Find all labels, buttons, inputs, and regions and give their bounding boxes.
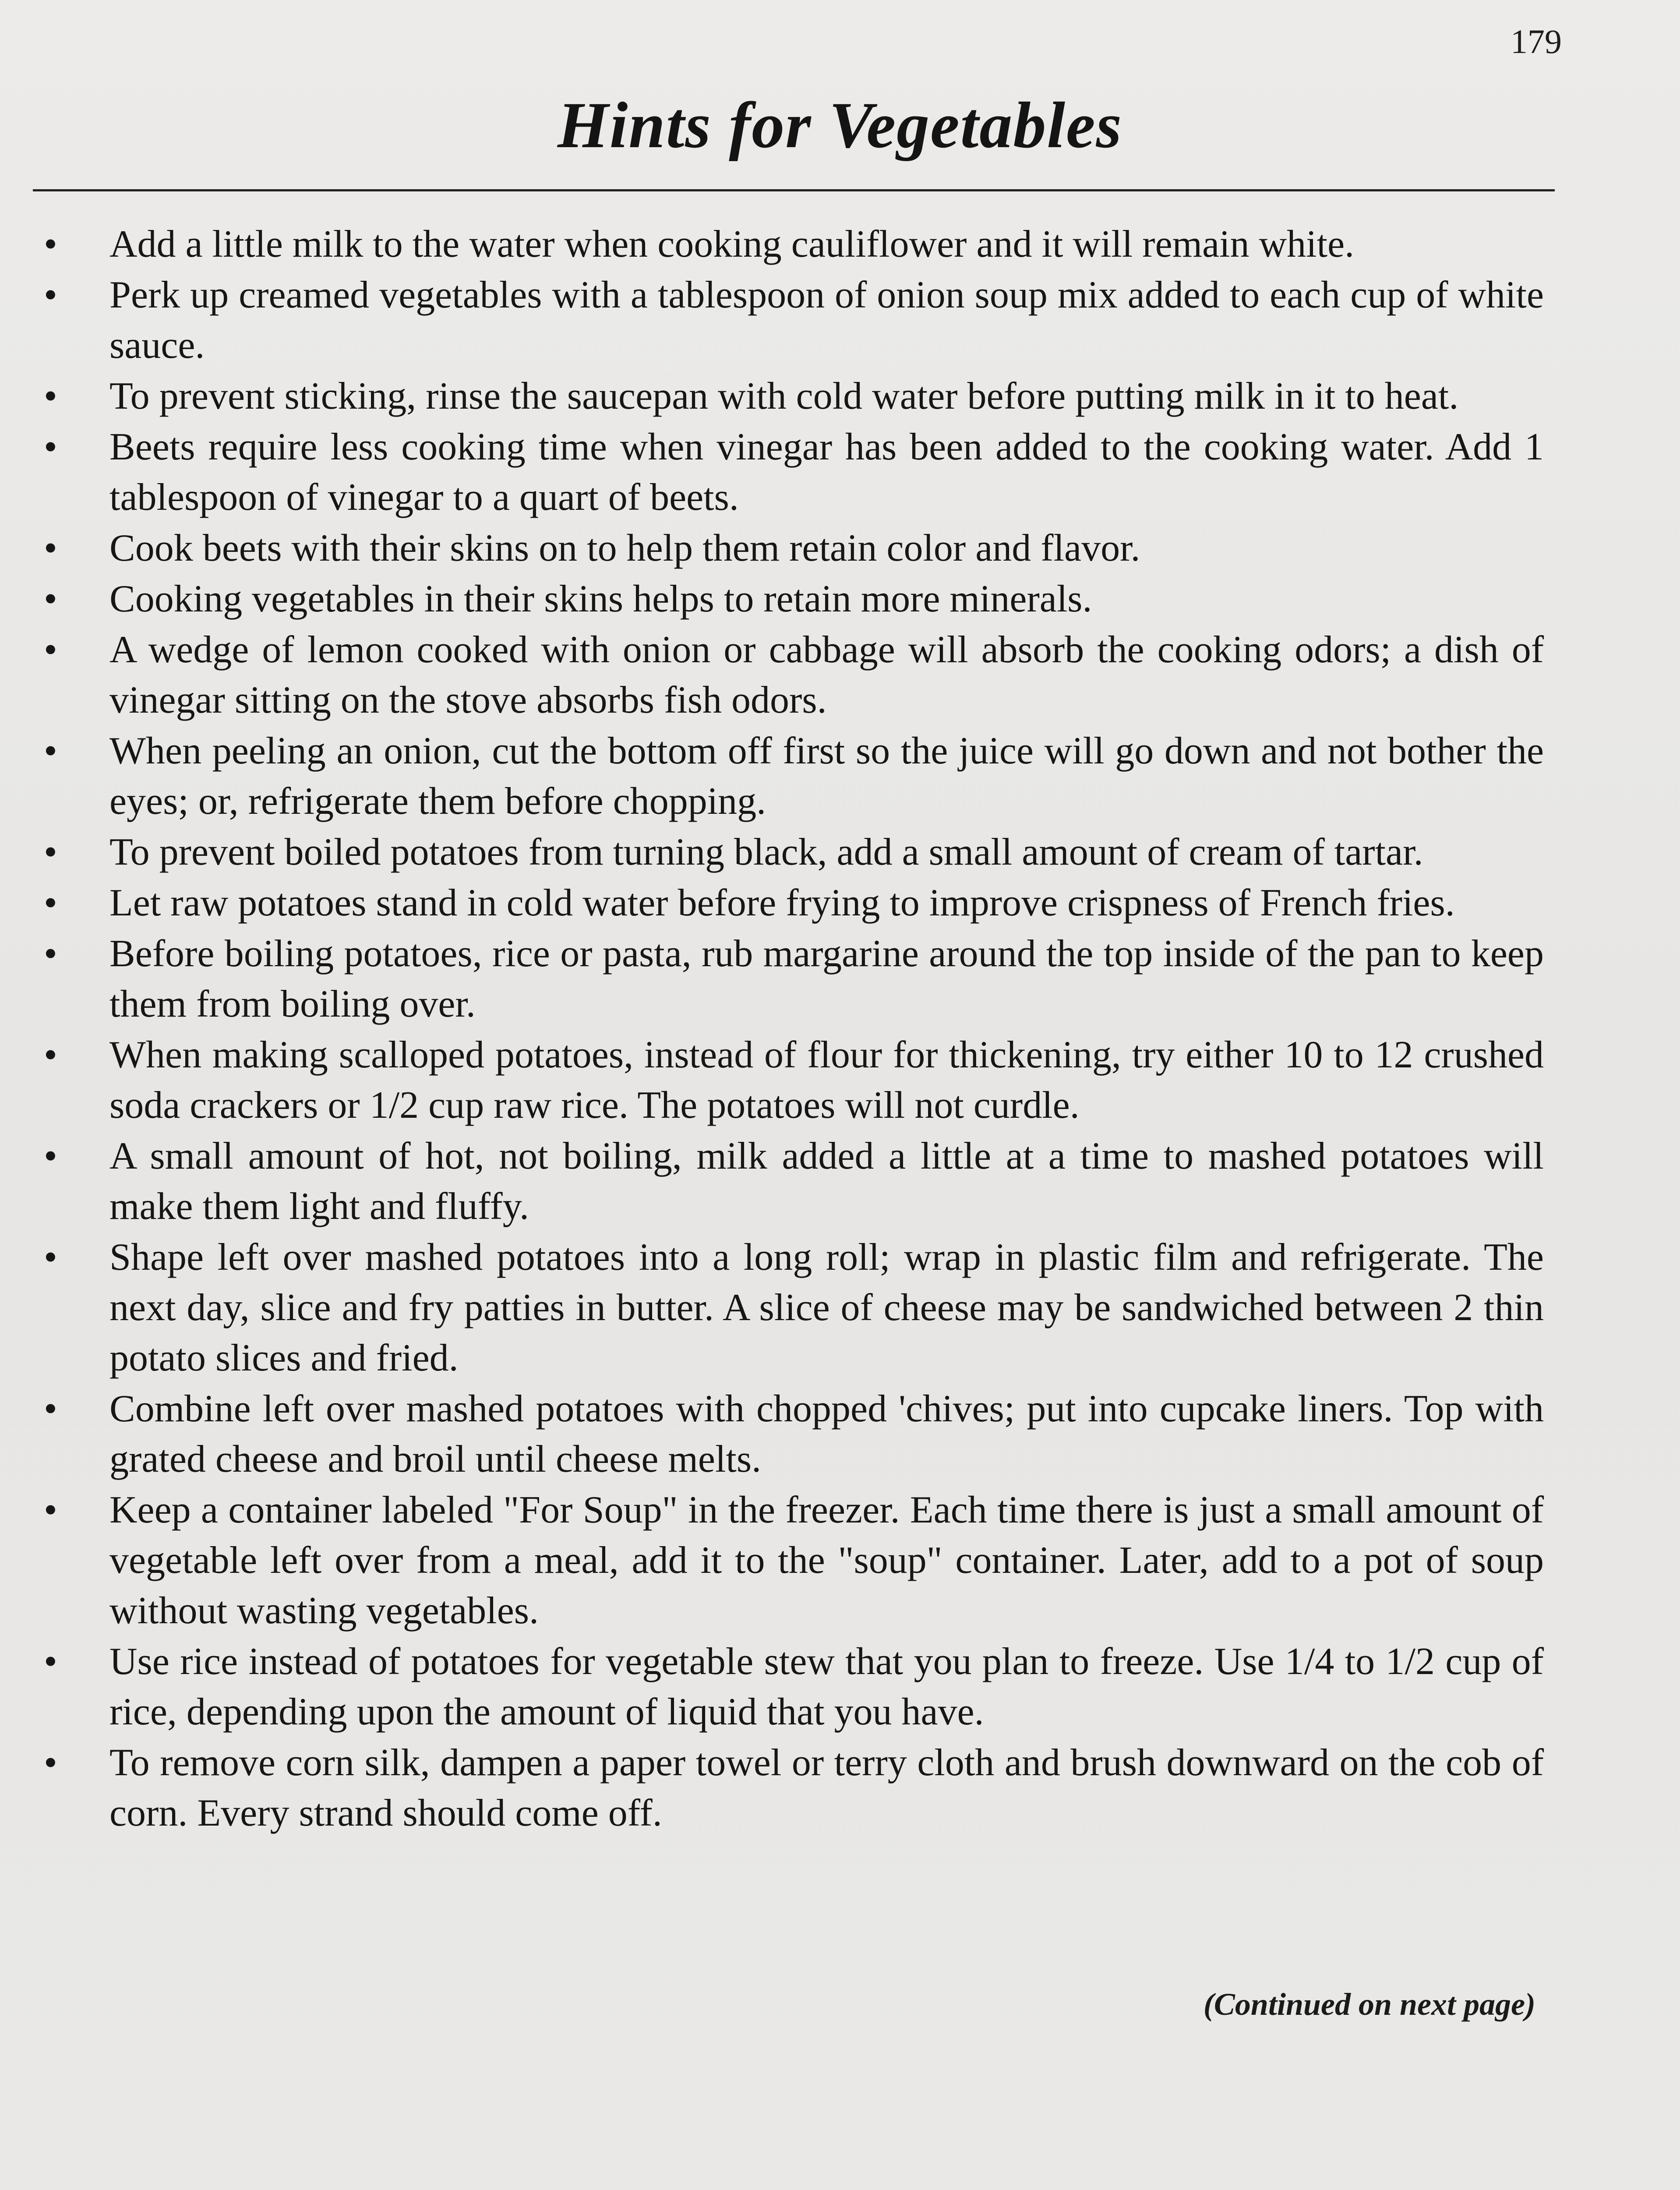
hint-item xyxy=(0,1636,1544,1737)
bullet-icon: • xyxy=(44,274,57,316)
hint-item xyxy=(0,1738,1544,1838)
hint-item xyxy=(0,270,1544,371)
page-title: Hints for Vegetables xyxy=(557,89,1123,162)
hint-item xyxy=(0,1485,1544,1636)
hint-text: A small amount of hot, not boiling, milk added a little at a time to mashed potatoes will make them light and fluffy. xyxy=(109,1135,1544,1228)
hint-item xyxy=(0,371,1544,421)
hint-text: A wedge of lemon cooked with onion or cabbage will absorb the cooking odors; a dish of vinegar sitting on the stove absorbs fish odors. xyxy=(109,629,1544,721)
hint-text: Beets require less cooking time when vinegar has been added to the cooking water. Add 1 tablespoon of vinegar to a quart of beets. xyxy=(109,426,1544,519)
hint-text: To remove corn silk, dampen a paper towel or terry cloth and brush downward on the cob of corn. Every strand should come off. xyxy=(109,1741,1544,1834)
title-divider xyxy=(33,189,1555,191)
bullet-icon: • xyxy=(44,1388,57,1430)
bullet-icon: • xyxy=(44,426,57,468)
hint-item xyxy=(0,1232,1544,1383)
hint-text: Shape left over mashed potatoes into a long roll; wrap in plastic film and refrigerate. The next day, slice and fry patties in butter. A slice of cheese may be sandwiched between 2 thin potato slices and fried. xyxy=(109,1236,1544,1379)
bullet-icon: • xyxy=(44,1236,57,1279)
hints-list xyxy=(0,219,1680,1839)
hint-item xyxy=(0,878,1544,928)
hint-item xyxy=(0,827,1544,877)
bullet-icon: • xyxy=(44,1135,57,1177)
hint-item xyxy=(0,574,1544,624)
hint-item xyxy=(0,929,1544,1029)
page-number: 179 xyxy=(1511,22,1562,60)
hint-text: Use rice instead of potatoes for vegetable stew that you plan to freeze. Use 1/4 to 1/2 cup of rice, depending upon the amount of liquid that you have. xyxy=(109,1640,1544,1733)
hint-text: Keep a container labeled "For Soup" in the freezer. Each time there is just a small amount of vegetable left over from a meal, add it to the "soup" container. Later, add to a pot of soup without wasting vegetables. xyxy=(109,1489,1544,1632)
hint-item xyxy=(0,523,1544,573)
bullet-icon: • xyxy=(44,223,57,265)
bullet-icon: • xyxy=(44,527,57,569)
hint-text: Perk up creamed vegetables with a tablespoon of onion soup mix added to each cup of white sauce. xyxy=(109,274,1544,367)
hint-item xyxy=(0,1030,1544,1130)
bullet-icon: • xyxy=(44,578,57,620)
bullet-icon: • xyxy=(44,1741,57,1784)
hint-text: Combine left over mashed potatoes with chopped 'chives; put into cupcake liners. Top with grated cheese and broil until cheese melts. xyxy=(109,1388,1544,1480)
hint-text: To prevent sticking, rinse the saucepan with cold water before putting milk in it to heat. xyxy=(109,375,1459,417)
hint-text: Let raw potatoes stand in cold water before frying to improve crispness of French fries. xyxy=(109,882,1455,924)
hint-text: When peeling an onion, cut the bottom off first so the juice will go down and not bother the eyes; or, refrigerate them before chopping. xyxy=(109,730,1544,823)
hint-text: Before boiling potatoes, rice or pasta, rub margarine around the top inside of the pan to keep them from boiling over. xyxy=(109,933,1544,1025)
hint-text: Add a little milk to the water when cooking cauliflower and it will remain white. xyxy=(109,223,1355,265)
bullet-icon: • xyxy=(44,629,57,671)
bullet-icon: • xyxy=(44,933,57,975)
bullet-icon: • xyxy=(44,1034,57,1076)
bullet-icon: • xyxy=(44,882,57,924)
hint-text: Cooking vegetables in their skins helps to retain more minerals. xyxy=(109,578,1092,620)
bullet-icon: • xyxy=(44,831,57,873)
bullet-icon: • xyxy=(44,730,57,772)
hint-item xyxy=(0,1131,1544,1232)
hint-item xyxy=(0,219,1544,269)
continued-note: (Continued on next page) xyxy=(1203,1987,1535,2022)
bullet-icon: • xyxy=(44,1640,57,1683)
bullet-icon: • xyxy=(44,375,57,417)
hint-item xyxy=(0,625,1544,725)
hint-text: To prevent boiled potatoes from turning black, add a small amount of cream of tartar. xyxy=(109,831,1423,873)
hint-text: When making scalloped potatoes, instead of flour for thickening, try either 10 to 12 crushed soda crackers or 1/2 cup raw rice. The potatoes will not curdle. xyxy=(109,1034,1544,1127)
hint-item xyxy=(0,1384,1544,1484)
bullet-icon: • xyxy=(44,1489,57,1531)
hint-item xyxy=(0,726,1544,827)
hint-text: Cook beets with their skins on to help them retain color and flavor. xyxy=(109,527,1140,569)
hint-item xyxy=(0,422,1544,523)
